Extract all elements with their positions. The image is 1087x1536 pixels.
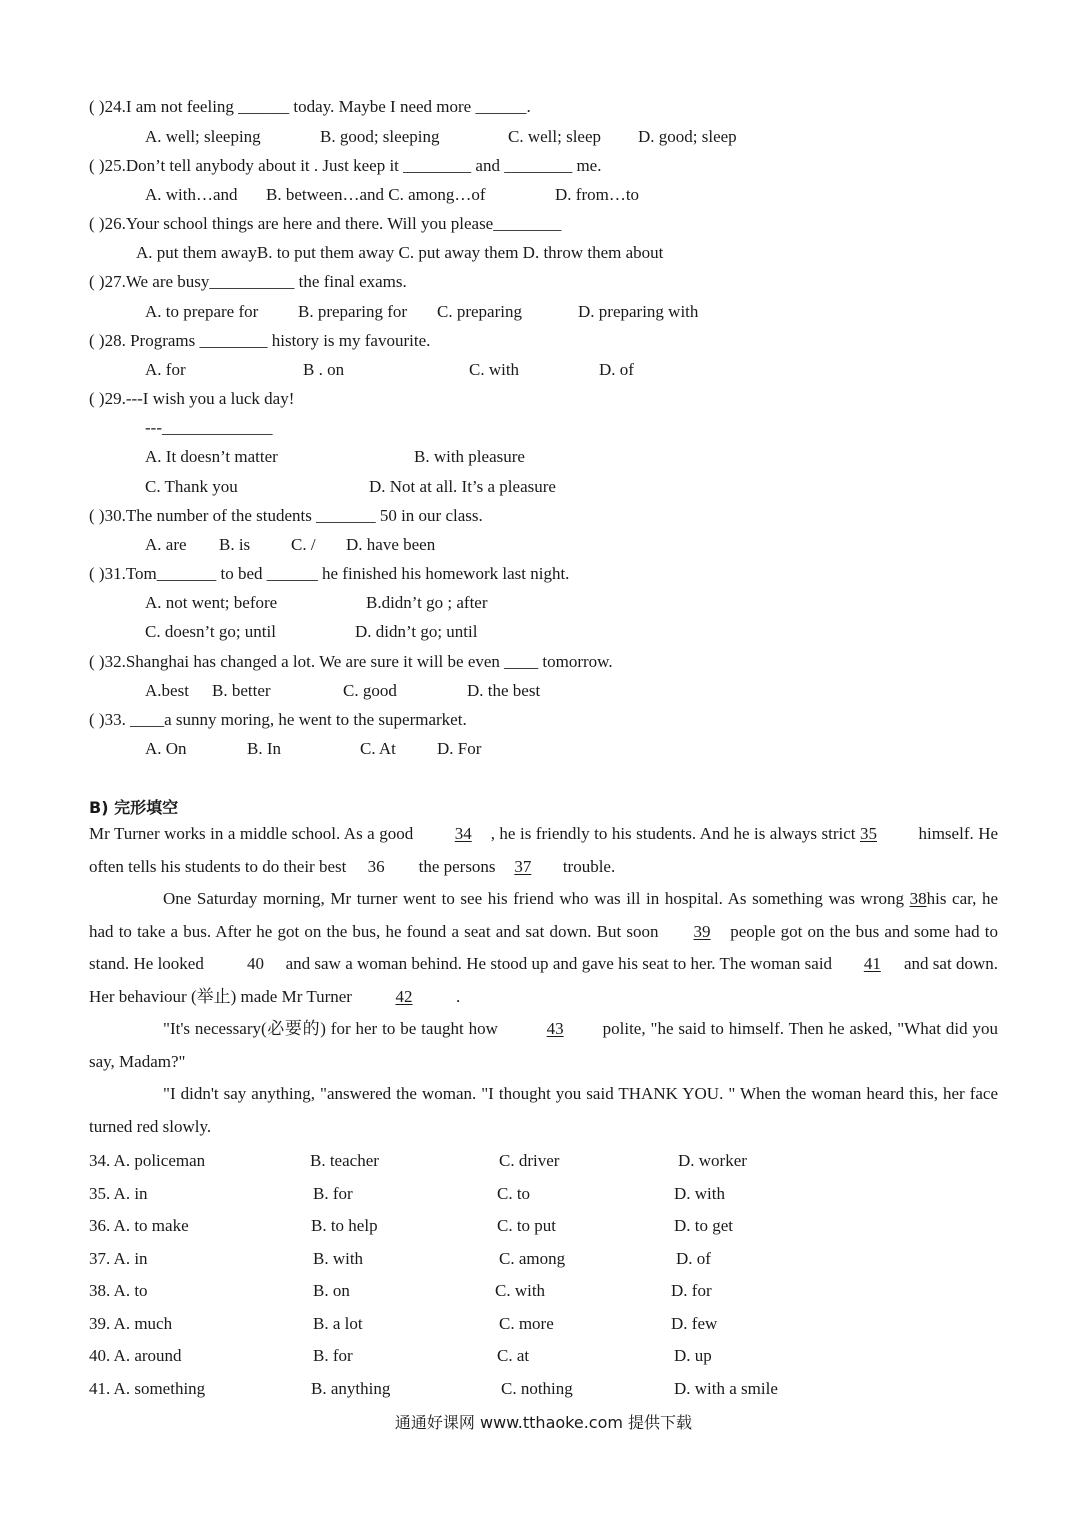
cloze-text: trouble. [562, 856, 616, 876]
cloze-q40-option-a: 40. A. around [89, 1346, 182, 1365]
cloze-q40-option-d: D. up [674, 1346, 712, 1365]
cloze-paragraph-3 [89, 1013, 998, 1078]
cloze-q41-option-d: D. with a smile [674, 1379, 778, 1398]
q28-option-c: C. with [469, 360, 520, 379]
cloze-q35-option-c: C. to [497, 1184, 531, 1203]
cloze-text: the persons [418, 856, 496, 876]
blank-39: 39 [693, 921, 711, 941]
q32-option-c: C. good [343, 681, 397, 700]
q27-option-a: A. to prepare for [145, 302, 259, 321]
blank-43: 43 [546, 1019, 564, 1038]
q33-option-d: D. For [437, 739, 482, 758]
cloze-text: and sat down. Her behaviour (举止) made Mr Turner [89, 954, 999, 1006]
cloze-q39-option-d: D. few [671, 1314, 718, 1333]
cloze-q39-option-b: B. a lot [313, 1314, 363, 1333]
q26-options: A. put them awayB. to put them away C. put away them D. throw them about [136, 243, 664, 262]
q33-option-c: C. At [360, 739, 396, 758]
q27-option-c: C. preparing [437, 302, 522, 321]
q30-option-d: D. have been [346, 535, 436, 554]
cloze-q35-option-b: B. for [313, 1184, 353, 1203]
q29-option-d: D. Not at all. It’s a pleasure [369, 477, 556, 496]
cloze-text: One Saturday morning, Mr turner went to see his friend who was ill in hospital. As something was wrong [163, 889, 904, 908]
q27-option-b: B. preparing for [298, 302, 408, 321]
cloze-q34-option-b: B. teacher [310, 1151, 379, 1170]
q24-option-d: D. good; sleep [638, 127, 737, 146]
cloze-text: polite, "he said to himself. Then he asked, "What did you say, Madam?" [89, 1019, 999, 1071]
cloze-q41-option-c: C. nothing [501, 1379, 573, 1398]
question-27-stem: ( )27.We are busy__________ the final exams. [89, 272, 407, 291]
blank-42: 42 [395, 986, 413, 1006]
cloze-paragraph-1 [89, 818, 998, 883]
blank-40: 40 [247, 954, 264, 974]
q30-option-c: C. / [291, 535, 316, 554]
cloze-paragraph-4: "I didn't say anything, "answered the woman. "I thought you said THANK YOU. " When the woman heard this, her face turned red slowly. [89, 1084, 998, 1136]
cloze-text: . [455, 986, 461, 1006]
cloze-text: "It's necessary(必要的) for her to be taught how [163, 1019, 498, 1038]
question-24-stem: ( )24.I am not feeling ______ today. Maybe I need more ______. [89, 97, 531, 116]
cloze-text: his car, he had to take a bus. After he got on the bus, he found a seat and sat down. But soon [89, 889, 999, 941]
blank-34: 34 [454, 824, 472, 843]
cloze-q39-option-c: C. more [499, 1314, 554, 1333]
question-25-stem: ( )25.Don’t tell anybody about it . Just keep it ________ and ________ me. [89, 156, 602, 175]
cloze-q38-option-c: C. with [495, 1281, 546, 1300]
blank-37: 37 [514, 856, 532, 876]
cloze-q35-option-a: 35. A. in [89, 1184, 148, 1203]
cloze-text: Mr Turner works in a middle school. As a good [89, 824, 414, 843]
page-footer: 通通好课网 www.tthaoke.com 提供下载 [394, 1413, 693, 1432]
cloze-q34-option-c: C. driver [499, 1151, 560, 1170]
cloze-q34-option-a: 34. A. policeman [89, 1151, 206, 1170]
cloze-q36-option-c: C. to put [497, 1216, 557, 1235]
cloze-text: and saw a woman behind. He stood up and gave his seat to her. The woman said [285, 954, 833, 974]
q31-option-a: A. not went; before [145, 593, 278, 612]
q32-option-d: D. the best [467, 681, 541, 700]
q28-option-d: D. of [599, 360, 634, 379]
q27-option-d: D. preparing with [578, 302, 699, 321]
blank-35: 35 [860, 824, 878, 843]
q33-option-b: B. In [247, 739, 281, 758]
cloze-q38-option-b: B. on [313, 1281, 350, 1300]
q25-option-bc: B. between…and C. among…of [266, 185, 486, 204]
q25-option-d: D. from…to [555, 185, 640, 204]
q24-option-b: B. good; sleeping [320, 127, 440, 146]
blank-41: 41 [863, 954, 881, 974]
q30-option-a: A. are [145, 535, 187, 554]
q29-reply-blank: ---_____________ [145, 418, 273, 437]
cloze-q40-option-c: C. at [497, 1346, 530, 1365]
q32-option-b: B. better [212, 681, 271, 700]
cloze-text: people got on the bus and some had to stand. He looked [89, 921, 999, 974]
q31-option-d: D. didn’t go; until [355, 622, 478, 641]
q28-option-b: B . on [303, 360, 345, 379]
q24-option-a: A. well; sleeping [145, 127, 261, 146]
section-heading-cloze: B) 完形填空 [89, 798, 179, 817]
q31-option-c: C. doesn’t go; until [145, 622, 276, 641]
cloze-q35-option-d: D. with [674, 1184, 725, 1203]
blank-38: 38 [909, 889, 927, 908]
q29-option-a: A. It doesn’t matter [145, 447, 278, 466]
q30-option-b: B. is [219, 535, 251, 554]
q32-option-a: A.best [145, 681, 189, 700]
cloze-q36-option-d: D. to get [674, 1216, 734, 1235]
blank-36: 36 [367, 856, 385, 876]
question-26-stem: ( )26.Your school things are here and there. Will you please________ [89, 214, 562, 233]
q29-option-c: C. Thank you [145, 477, 238, 496]
cloze-text: , he is friendly to his students. And he is always strict [490, 824, 856, 843]
cloze-q41-option-b: B. anything [311, 1379, 391, 1398]
q31-option-b: B.didn’t go ; after [366, 593, 488, 612]
q28-option-a: A. for [145, 360, 186, 379]
cloze-q37-option-c: C. among [499, 1249, 566, 1268]
question-31-stem: ( )31.Tom_______ to bed ______ he finished his homework last night. [89, 564, 570, 583]
q24-option-c: C. well; sleep [508, 127, 602, 146]
q25-option-a: A. with…and [145, 185, 238, 204]
cloze-q37-option-a: 37. A. in [89, 1249, 148, 1268]
cloze-q41-option-a: 41. A. something [89, 1379, 206, 1398]
q29-option-b: B. with pleasure [414, 447, 525, 466]
cloze-q39-option-a: 39. A. much [89, 1314, 173, 1333]
cloze-q37-option-d: D. of [676, 1249, 711, 1268]
question-30-stem: ( )30.The number of the students _______ 50 in our class. [89, 506, 483, 525]
cloze-q38-option-a: 38. A. to [89, 1281, 148, 1300]
cloze-text: himself. He often tells his students to do their best [89, 824, 999, 876]
cloze-q36-option-b: B. to help [311, 1216, 378, 1235]
question-32-stem: ( )32.Shanghai has changed a lot. We are sure it will be even ____ tomorrow. [89, 652, 613, 671]
cloze-paragraph-2 [89, 883, 998, 1013]
question-33-stem: ( )33. ____a sunny moring, he went to the supermarket. [89, 710, 467, 729]
cloze-q34-option-d: D. worker [678, 1151, 747, 1170]
cloze-q40-option-b: B. for [313, 1346, 353, 1365]
question-28-stem: ( )28. Programs ________ history is my favourite. [89, 331, 431, 350]
cloze-q36-option-a: 36. A. to make [89, 1216, 189, 1235]
cloze-q37-option-b: B. with [313, 1249, 364, 1268]
question-29-stem: ( )29.---I wish you a luck day! [89, 389, 295, 408]
cloze-q38-option-d: D. for [671, 1281, 712, 1300]
q33-option-a: A. On [145, 739, 187, 758]
